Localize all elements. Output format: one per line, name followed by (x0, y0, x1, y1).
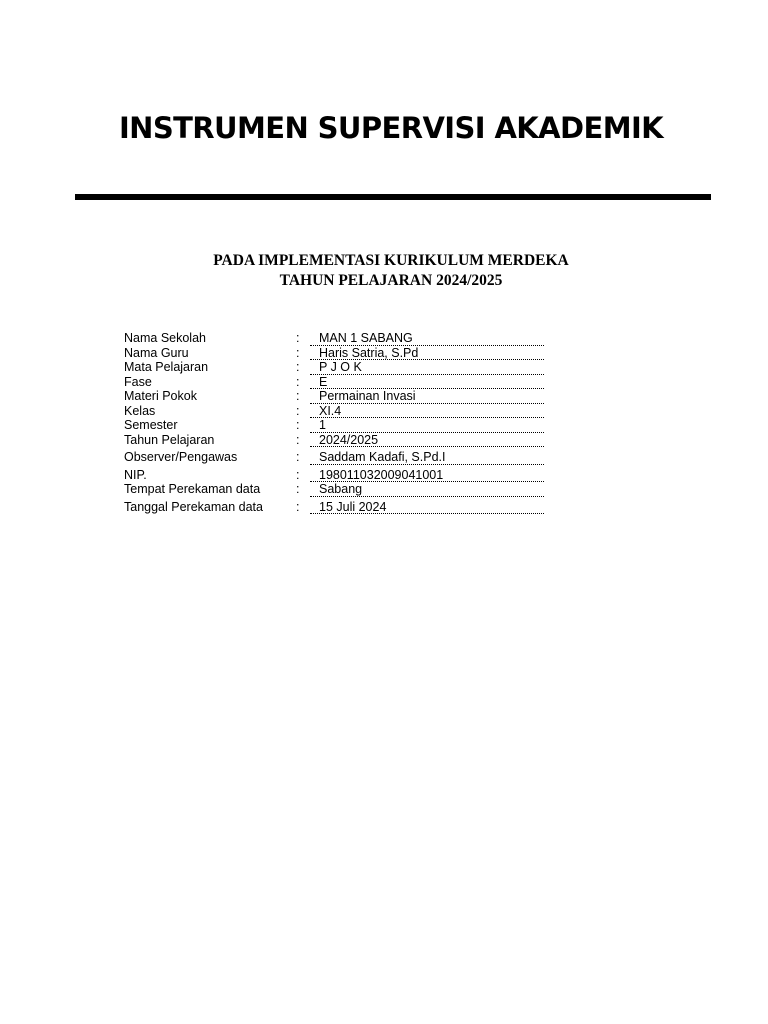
info-value: 198011032009041001 (310, 468, 544, 483)
info-value: Saddam Kadafi, S.Pd.I (310, 450, 544, 465)
info-separator: : (296, 482, 300, 496)
info-label: Kelas (124, 403, 156, 418)
info-separator: : (296, 432, 300, 447)
info-label: Semester (124, 418, 178, 432)
info-separator: : (296, 418, 300, 432)
info-label: NIP. (124, 467, 147, 482)
info-value: 2024/2025 (310, 433, 544, 448)
info-label: Tempat Perekaman data (124, 482, 261, 496)
info-label: Fase (124, 374, 152, 389)
info-separator: : (296, 331, 300, 345)
info-separator: : (296, 374, 300, 389)
info-value: XI.4 (310, 404, 544, 419)
info-separator: : (296, 403, 300, 418)
info-separator: : (296, 360, 300, 374)
info-value: Permainan Invasi (310, 389, 544, 404)
info-separator: : (296, 467, 300, 482)
info-label: Mata Pelajaran (124, 360, 209, 374)
subtitle-line-1: PADA IMPLEMENTASI KURIKULUM MERDEKA (213, 252, 569, 269)
info-label: Observer/Pengawas (124, 450, 238, 464)
info-label: Nama Guru (124, 345, 189, 360)
info-label: Nama Sekolah (124, 331, 206, 345)
subtitle-line-2: TAHUN PELAJARAN 2024/2025 (279, 272, 503, 289)
info-label: Tahun Pelajaran (124, 432, 215, 447)
info-separator: : (296, 499, 300, 514)
info-value: MAN 1 SABANG (310, 331, 544, 346)
document-title: INSTRUMEN SUPERVISI AKADEMIK (118, 111, 664, 145)
info-value: 1 (310, 418, 544, 433)
info-label: Tanggal Perekaman data (124, 499, 263, 514)
info-value: P J O K (310, 360, 544, 375)
info-label: Materi Pokok (124, 389, 197, 403)
info-value: Sabang (310, 482, 544, 497)
info-separator: : (296, 389, 300, 403)
info-value: 15 Juli 2024 (310, 500, 544, 515)
info-separator: : (296, 450, 300, 464)
info-value: Haris Satria, S.Pd (310, 346, 544, 361)
info-separator: : (296, 345, 300, 360)
document-subtitle (0, 251, 768, 291)
info-value: E (310, 375, 544, 390)
title-divider (75, 194, 711, 200)
